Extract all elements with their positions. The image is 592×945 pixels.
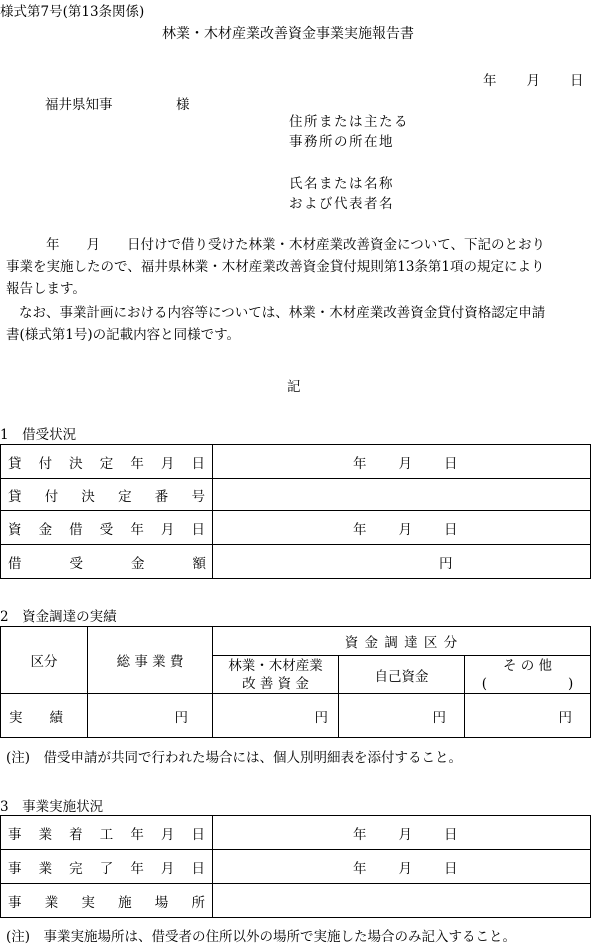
body-paragraph-2 bbox=[6, 302, 588, 346]
table-row bbox=[1, 511, 591, 545]
table-header-row bbox=[1, 627, 591, 656]
section3-heading: 3 事業実施状況 bbox=[0, 799, 104, 815]
date-line bbox=[483, 69, 584, 89]
project-completion-date-field[interactable]: 年 月 日 bbox=[213, 850, 591, 884]
col-own-funds: 自己資金 bbox=[339, 656, 465, 694]
section2-heading: 2 資金調達の実績 bbox=[0, 609, 117, 625]
borrowing-date-field[interactable]: 年 月 日 bbox=[213, 511, 591, 545]
loan-decision-date-field[interactable]: 年 月 日 bbox=[213, 445, 591, 479]
loan-decision-number-field[interactable] bbox=[213, 479, 591, 511]
address-label-line2: 事務所の所在地 bbox=[289, 134, 394, 150]
table-row bbox=[1, 816, 591, 850]
body-line: 事業を実施したので、福井県林業・木材産業改善資金貸付規則第13条第1項の規定により bbox=[6, 259, 545, 275]
table-row bbox=[1, 479, 591, 511]
date-day: 日 bbox=[570, 73, 584, 89]
name-label bbox=[289, 174, 394, 214]
addressee: 福井県知事 bbox=[45, 97, 113, 113]
col-other: そ の 他 ( ) bbox=[465, 656, 591, 694]
col-improvement-fund: 林業・木材産業 改 善 資 金 bbox=[213, 656, 339, 694]
row-label-actual: 実 績 bbox=[1, 694, 88, 738]
row-label: 事 業 実 施 場 所 bbox=[1, 884, 213, 918]
form-number: 様式第7号(第13条関係) bbox=[0, 4, 145, 20]
section3-table bbox=[0, 815, 591, 918]
body-line: 報告します。 bbox=[6, 281, 86, 297]
date-year: 年 bbox=[483, 73, 497, 89]
document-title: 林業・木材産業改善資金事業実施報告書 bbox=[162, 26, 414, 42]
section1-table bbox=[0, 444, 591, 579]
row-label: 事 業 着 工 年 月 日 bbox=[1, 816, 213, 850]
col-total: 総 事 業 費 bbox=[88, 627, 213, 694]
body-line: なお、事業計画における内容等については、林業・木材産業改善資金貸付資格認定申請 bbox=[19, 305, 546, 321]
row-label: 貸 付 決 定 年 月 日 bbox=[1, 445, 213, 479]
date-month: 月 bbox=[526, 73, 540, 89]
name-label-line1: 氏名または名称 bbox=[289, 176, 394, 192]
table-row bbox=[1, 694, 591, 738]
project-start-date-field[interactable]: 年 月 日 bbox=[213, 816, 591, 850]
table-row bbox=[1, 545, 591, 579]
body-line: 書(様式第1号)の記載内容と同様です。 bbox=[6, 327, 241, 343]
own-funds-field[interactable]: 円 bbox=[339, 694, 465, 738]
other-funds-field[interactable]: 円 bbox=[465, 694, 591, 738]
section1-heading: 1 借受状況 bbox=[0, 427, 77, 443]
total-cost-field[interactable]: 円 bbox=[88, 694, 213, 738]
ki-heading: 記 bbox=[287, 379, 301, 395]
col-kubun: 区分 bbox=[1, 627, 88, 694]
row-label: 資 金 借 受 年 月 日 bbox=[1, 511, 213, 545]
improvement-fund-field[interactable]: 円 bbox=[213, 694, 339, 738]
section2-note: (注) 借受申請が共同で行われた場合には、個人別明細表を添付すること。 bbox=[6, 750, 463, 766]
table-row bbox=[1, 850, 591, 884]
address-label-line1: 住所または主たる bbox=[289, 114, 409, 130]
table-row bbox=[1, 884, 591, 918]
section3-note: (注) 事業実施場所は、借受者の住所以外の場所で実施した場合のみ記入すること。 bbox=[6, 929, 517, 945]
borrowed-amount-field[interactable]: 円 bbox=[213, 545, 591, 579]
row-label: 貸 付 決 定 番 号 bbox=[1, 479, 213, 511]
name-label-line2: および代表者名 bbox=[289, 196, 394, 212]
body-paragraph-1 bbox=[6, 234, 588, 300]
row-label: 事 業 完 了 年 月 日 bbox=[1, 850, 213, 884]
body-line: 年 月 日付けで借り受けた林業・木材産業改善資金について、下記のとおり bbox=[46, 237, 545, 253]
table-row bbox=[1, 445, 591, 479]
col-funding-group: 資 金 調 達 区 分 bbox=[213, 627, 591, 656]
section2-table bbox=[0, 626, 591, 738]
honorific: 様 bbox=[176, 97, 190, 113]
row-label: 借 受 金 額 bbox=[1, 545, 213, 579]
address-label bbox=[289, 112, 409, 152]
project-location-field[interactable] bbox=[213, 884, 591, 918]
